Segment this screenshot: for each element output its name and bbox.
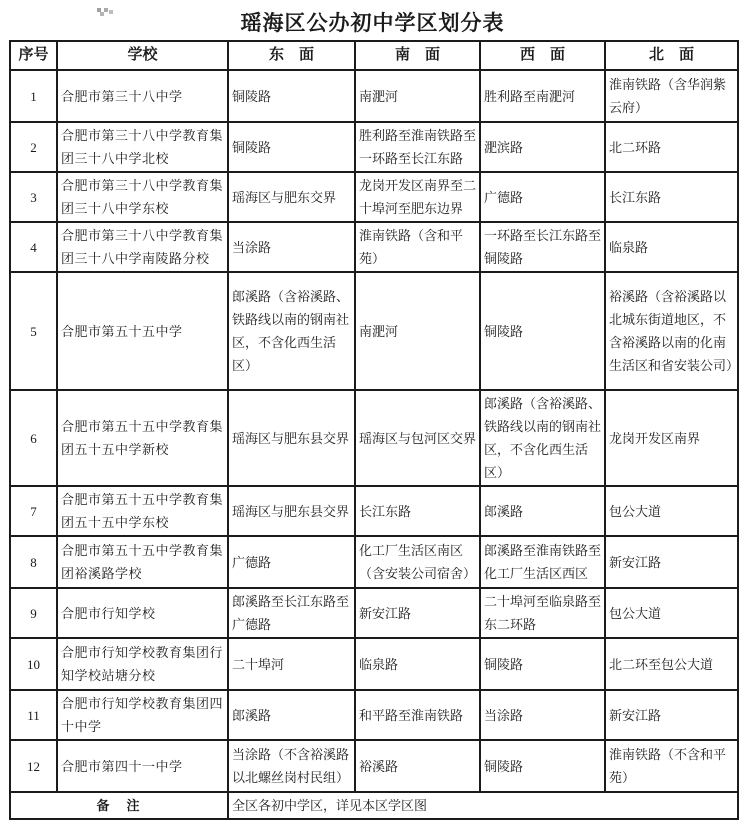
cell-east: 郎溪路 bbox=[228, 690, 355, 740]
cell-east: 当涂路 bbox=[228, 222, 355, 272]
table-row bbox=[10, 486, 738, 536]
footer-label: 备 注 bbox=[10, 792, 228, 819]
cell-north: 新安江路 bbox=[605, 536, 738, 588]
table-row bbox=[10, 172, 738, 222]
cell-school: 合肥市行知学校教育集团行知学校站塘分校 bbox=[57, 638, 228, 690]
cell-east: 郎溪路（含裕溪路、铁路线以南的钢南社区，不含化西生活区） bbox=[228, 272, 355, 390]
cell-school: 合肥市第三十八中学教育集团三十八中学东校 bbox=[57, 172, 228, 222]
table-row bbox=[10, 272, 738, 390]
cell-school: 合肥市第五十五中学 bbox=[57, 272, 228, 390]
cell-east: 铜陵路 bbox=[228, 70, 355, 122]
cell-no: 4 bbox=[10, 222, 57, 272]
table-row bbox=[10, 638, 738, 690]
cell-west: 铜陵路 bbox=[480, 740, 605, 792]
cell-north: 临泉路 bbox=[605, 222, 738, 272]
cell-west: 广德路 bbox=[480, 172, 605, 222]
cell-west: 胜利路至南淝河 bbox=[480, 70, 605, 122]
cell-south: 淮南铁路（含和平苑） bbox=[355, 222, 480, 272]
cell-school: 合肥市第三十八中学 bbox=[57, 70, 228, 122]
cell-school: 合肥市行知学校教育集团四十中学 bbox=[57, 690, 228, 740]
cell-east: 瑶海区与肥东县交界 bbox=[228, 390, 355, 486]
cell-north: 长江东路 bbox=[605, 172, 738, 222]
cell-east: 郎溪路至长江东路至广德路 bbox=[228, 588, 355, 638]
cell-west: 一环路至长江东路至铜陵路 bbox=[480, 222, 605, 272]
cell-west: 二十埠河至临泉路至东二环路 bbox=[480, 588, 605, 638]
table-row bbox=[10, 690, 738, 740]
table-header-row bbox=[10, 41, 738, 70]
cell-north: 淮南铁路（含华润紫云府） bbox=[605, 70, 738, 122]
cell-west: 当涂路 bbox=[480, 690, 605, 740]
cell-south: 瑶海区与包河区交界 bbox=[355, 390, 480, 486]
cell-south: 长江东路 bbox=[355, 486, 480, 536]
table-row bbox=[10, 536, 738, 588]
cell-school: 合肥市第三十八中学教育集团三十八中学南陵路分校 bbox=[57, 222, 228, 272]
cell-school: 合肥市行知学校 bbox=[57, 588, 228, 638]
cell-north: 北二环路 bbox=[605, 122, 738, 172]
cell-no: 1 bbox=[10, 70, 57, 122]
table-row bbox=[10, 70, 738, 122]
cell-east: 瑶海区与肥东交界 bbox=[228, 172, 355, 222]
cell-no: 8 bbox=[10, 536, 57, 588]
cell-east: 铜陵路 bbox=[228, 122, 355, 172]
cell-south: 裕溪路 bbox=[355, 740, 480, 792]
cell-east: 瑶海区与肥东县交界 bbox=[228, 486, 355, 536]
table-row bbox=[10, 588, 738, 638]
school-district-table bbox=[9, 40, 739, 820]
footer-note: 全区各初中学区，详见本区学区图 bbox=[228, 792, 738, 819]
cell-north: 新安江路 bbox=[605, 690, 738, 740]
cell-no: 12 bbox=[10, 740, 57, 792]
cell-school: 合肥市第五十五中学教育集团五十五中学新校 bbox=[57, 390, 228, 486]
header-east: 东 面 bbox=[228, 41, 355, 70]
table-row bbox=[10, 740, 738, 792]
cell-east: 广德路 bbox=[228, 536, 355, 588]
page-title: 瑶海区公办初中学区划分表 bbox=[240, 11, 505, 35]
cell-north: 龙岗开发区南界 bbox=[605, 390, 738, 486]
cell-west: 铜陵路 bbox=[480, 272, 605, 390]
cropped-artifact bbox=[95, 7, 117, 16]
header-school: 学校 bbox=[57, 41, 228, 70]
cell-school: 合肥市第五十五中学教育集团五十五中学东校 bbox=[57, 486, 228, 536]
cell-school: 合肥市第四十一中学 bbox=[57, 740, 228, 792]
header-south: 南 面 bbox=[355, 41, 480, 70]
cell-south: 和平路至淮南铁路 bbox=[355, 690, 480, 740]
cell-north: 裕溪路（含裕溪路以北城东街道地区，不含裕溪路以南的化南生活区和省安装公司） bbox=[605, 272, 738, 390]
cell-no: 11 bbox=[10, 690, 57, 740]
cell-south: 龙岗开发区南界至二十埠河至肥东边界 bbox=[355, 172, 480, 222]
cell-south: 胜利路至淮南铁路至一环路至长江东路 bbox=[355, 122, 480, 172]
cell-no: 10 bbox=[10, 638, 57, 690]
cell-south: 新安江路 bbox=[355, 588, 480, 638]
header-north: 北 面 bbox=[605, 41, 738, 70]
cell-no: 9 bbox=[10, 588, 57, 638]
cell-west: 淝滨路 bbox=[480, 122, 605, 172]
cell-no: 7 bbox=[10, 486, 57, 536]
cell-school: 合肥市第三十八中学教育集团三十八中学北校 bbox=[57, 122, 228, 172]
cell-no: 2 bbox=[10, 122, 57, 172]
header-west: 西 面 bbox=[480, 41, 605, 70]
cell-north: 包公大道 bbox=[605, 588, 738, 638]
table-row bbox=[10, 222, 738, 272]
cell-north: 淮南铁路（不含和平苑） bbox=[605, 740, 738, 792]
cell-west: 郎溪路（含裕溪路、铁路线以南的钢南社区，不含化西生活区） bbox=[480, 390, 605, 486]
cell-school: 合肥市第五十五中学教育集团裕溪路学校 bbox=[57, 536, 228, 588]
cell-no: 5 bbox=[10, 272, 57, 390]
cell-south: 临泉路 bbox=[355, 638, 480, 690]
cell-no: 6 bbox=[10, 390, 57, 486]
cell-no: 3 bbox=[10, 172, 57, 222]
cell-south: 化工厂生活区南区（含安装公司宿舍） bbox=[355, 536, 480, 588]
cell-south: 南淝河 bbox=[355, 272, 480, 390]
table-row bbox=[10, 122, 738, 172]
cell-east: 二十埠河 bbox=[228, 638, 355, 690]
cell-west: 郎溪路至淮南铁路至化工厂生活区西区 bbox=[480, 536, 605, 588]
table-footer-row bbox=[10, 792, 738, 819]
cell-south: 南淝河 bbox=[355, 70, 480, 122]
cell-north: 包公大道 bbox=[605, 486, 738, 536]
table-row bbox=[10, 390, 738, 486]
header-no: 序号 bbox=[10, 41, 57, 70]
cell-east: 当涂路（不含裕溪路以北螺丝岗村民组） bbox=[228, 740, 355, 792]
cell-west: 铜陵路 bbox=[480, 638, 605, 690]
cell-west: 郎溪路 bbox=[480, 486, 605, 536]
cell-north: 北二环至包公大道 bbox=[605, 638, 738, 690]
